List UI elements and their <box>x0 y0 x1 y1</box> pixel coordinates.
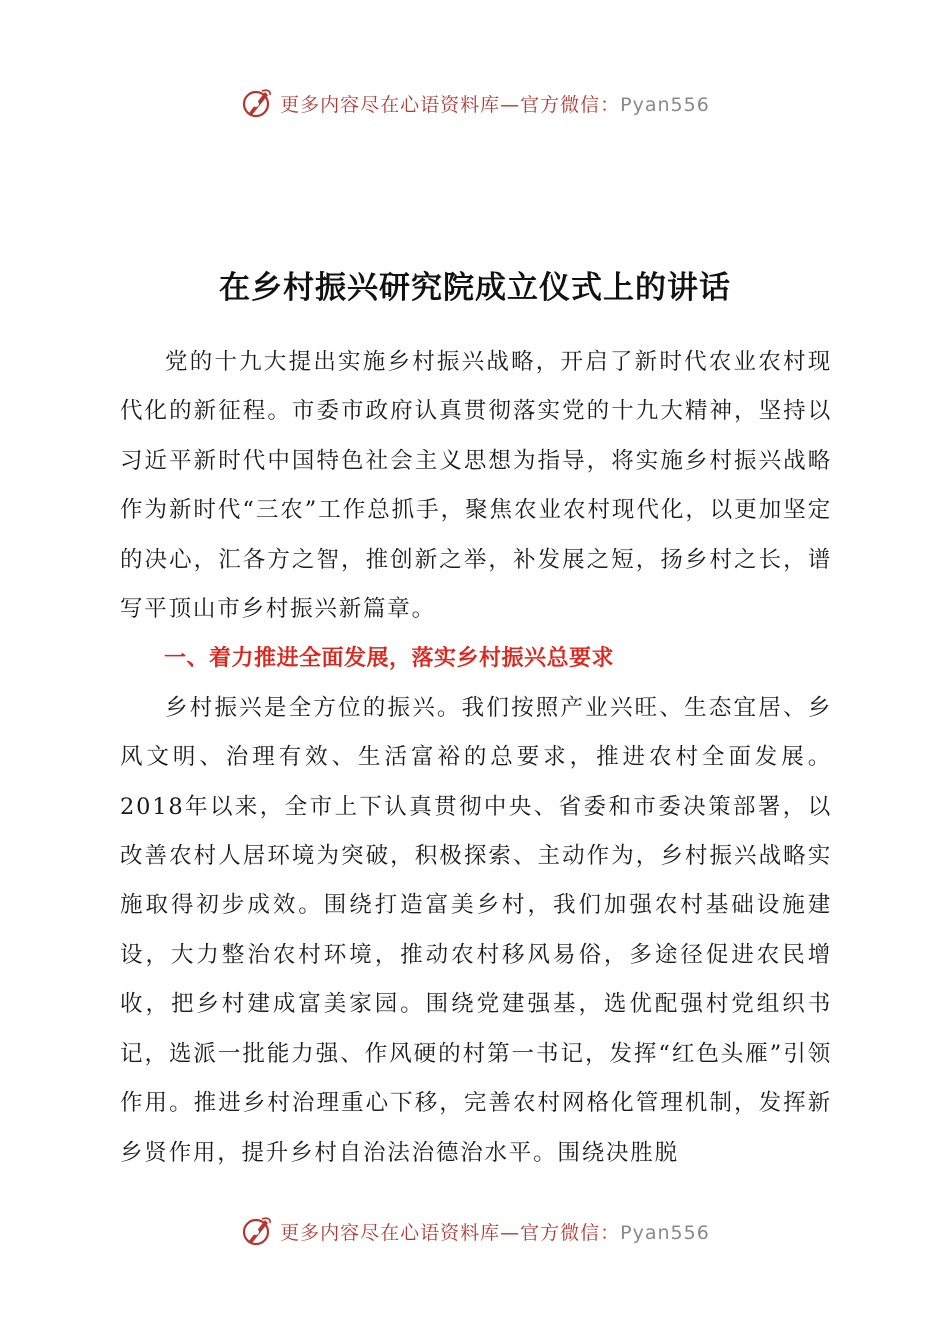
watermark-wechat-id: Pyan556 <box>620 1221 710 1244</box>
quill-pen-seal-icon <box>240 1214 274 1248</box>
watermark-text: 更多内容尽在心语资料库—官方微信：Pyan556 <box>280 93 710 116</box>
watermark-text: 更多内容尽在心语资料库—官方微信：Pyan556 <box>280 1221 710 1244</box>
watermark-wechat-id: Pyan556 <box>620 93 710 116</box>
quill-pen-seal-icon <box>240 86 274 120</box>
intro-paragraph: 党的十九大提出实施乡村振兴战略，开启了新时代农业农村现代化的新征程。市委市政府认真贯彻落实党的十九大精神，坚持以习近平新时代中国特色社会主义思想为指导，将实施乡村振兴战略作为新时代“三农”工作总抓手，聚焦农业农村现代化，以更加坚定的决心，汇各方之智，推创新之举，补发展之短，扬乡村之长，谱写平顶山市乡村振兴新篇章。 <box>120 349 832 623</box>
document-body <box>120 338 832 1178</box>
document-title: 在乡村振兴研究院成立仪式上的讲话 <box>219 270 731 306</box>
section-1-heading: 一、着力推进全面发展，落实乡村振兴总要求 <box>164 646 615 672</box>
header-watermark <box>0 83 950 123</box>
section-1-paragraph: 乡村振兴是全方位的振兴。我们按照产业兴旺、生态宜居、乡风文明、治理有效、生活富裕的总要求，推进农村全面发展。2018年以来，全市上下认真贯彻中央、省委和市委决策部署，以改善农村人居环境为突破，积极探索、主动作为，乡村振兴战略实施取得初步成效。围绕打造富美乡村，我们加强农村基础设施建设，大力整治农村环境，推动农村移风易俗，多途径促进农民增收，把乡村建成富美家园。围绕党建强基，选优配强村党组织书记，选派一批能力强、作风硬的村第一书记，发挥“红色头雁”引领作用。推进乡村治理重心下移，完善农村网格化管理机制，发挥新乡贤作用，提升乡村自治法治德治水平。围绕决胜脱 <box>120 694 832 1166</box>
footer-watermark <box>0 1211 950 1251</box>
